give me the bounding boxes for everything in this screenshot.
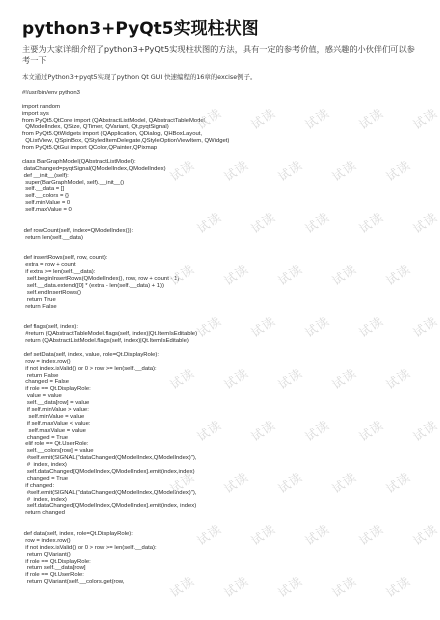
watermark: 试读 bbox=[275, 157, 305, 185]
code-line bbox=[22, 242, 422, 249]
watermark: 试读 bbox=[221, 365, 251, 393]
watermark: 试读 bbox=[167, 469, 197, 497]
article-summary: 主要为大家详细介绍了python3+PyQt5实现柱状图的方法，具有一定的参考价值，感兴趣的小伙伴们可以参考一下 bbox=[22, 44, 415, 65]
watermark: 试读 bbox=[194, 313, 224, 341]
code-line: row = index.row() bbox=[22, 358, 71, 365]
watermark: 试读 bbox=[410, 105, 440, 133]
code-line: from PyQt5.QtCore import (QAbstractListModel, QAbstractTableModel, bbox=[22, 117, 207, 124]
code-line: if role == Qt.DisplayRole: bbox=[22, 386, 91, 393]
code-line: return changed bbox=[22, 510, 65, 517]
code-line: row = index.row() bbox=[22, 537, 71, 544]
code-line: return QVariant(self.__colors.get(row, bbox=[22, 579, 125, 586]
code-line: extra = row + count bbox=[22, 262, 76, 269]
code-line: return QVariant() bbox=[22, 551, 71, 558]
watermark: 试读 bbox=[410, 417, 440, 445]
code-line: value = value bbox=[22, 393, 62, 400]
watermark: 试读 bbox=[167, 157, 197, 185]
code-line: if role == Qt.UserRole: bbox=[22, 572, 84, 579]
code-line: changed = True bbox=[22, 475, 69, 482]
watermark: 试读 bbox=[302, 105, 332, 133]
watermark: 试读 bbox=[356, 417, 386, 445]
code-line: elif role == Qt.UserRole: bbox=[22, 441, 89, 448]
code-line bbox=[22, 524, 422, 531]
code-line: def flags(self, index): bbox=[22, 324, 78, 331]
watermark: 试读 bbox=[194, 209, 224, 237]
code-line: from PyQt5.QtGui import QColor,QPainter,QPixmap bbox=[22, 145, 158, 152]
code-line: self.maxValue = 0 bbox=[22, 207, 72, 214]
watermark: 试读 bbox=[275, 365, 305, 393]
code-line: self.dataChanged[QModelIndex,QModelIndex].emit(index,index) bbox=[22, 468, 195, 475]
code-line: return False bbox=[22, 372, 59, 379]
code-line: def rowCount(self, index=QModelIndex()): bbox=[22, 227, 134, 234]
code-line: if changed: bbox=[22, 482, 55, 489]
watermark: 试读 bbox=[329, 157, 359, 185]
code-line: return self.__data[row] bbox=[22, 565, 86, 572]
code-line: def insertRows(self, row, count): bbox=[22, 255, 108, 262]
watermark: 试读 bbox=[194, 417, 224, 445]
article-lead: 本文通过Python3+pyqt5实现了python Qt GUI 快速编程的16章的excise例子。 bbox=[22, 73, 257, 81]
watermark: 试读 bbox=[302, 521, 332, 549]
watermark: 试读 bbox=[356, 105, 386, 133]
code-line: self.minValue = 0 bbox=[22, 200, 71, 207]
code-line: dataChanged=pyqtSignal(QModelIndex,QModelIndex) bbox=[22, 165, 166, 172]
code-line: def setData(self, index, value, role=Qt.DisplayRole): bbox=[22, 351, 160, 358]
watermark: 试读 bbox=[248, 105, 278, 133]
watermark: 试读 bbox=[383, 365, 413, 393]
watermark: 试读 bbox=[410, 521, 440, 549]
code-line bbox=[22, 97, 422, 104]
code-line: if not index.isValid() or 0 > row >= len(self.__data): bbox=[22, 544, 157, 551]
code-line: #self.emit(SIGNAL("dataChanged(QModelIndex,QModelIndex)"), bbox=[22, 455, 197, 462]
watermark: 试读 bbox=[356, 521, 386, 549]
code-line: # index, index) bbox=[22, 496, 67, 503]
watermark: 试读 bbox=[383, 573, 413, 601]
code-line: import sys bbox=[22, 110, 49, 117]
code-line: changed = False bbox=[22, 379, 69, 386]
code-line: return False bbox=[22, 303, 57, 310]
code-line: #return (QAbstractTableModel.flags(self, index)|Qt.ItemIsEditable) bbox=[22, 331, 198, 338]
article-title: python3+PyQt5实现柱状图 bbox=[22, 19, 259, 39]
code-line: if self.minValue > value: bbox=[22, 406, 89, 413]
watermark: 试读 bbox=[410, 313, 440, 341]
watermark: 试读 bbox=[329, 469, 359, 497]
code-line bbox=[22, 214, 422, 221]
code-line: if self.maxValue < value: bbox=[22, 420, 91, 427]
code-line: QListView, QSpinBox, QStyledItemDelegate,QStyleOptionViewItem, QWidget) bbox=[22, 138, 230, 145]
code-line: #self.emit(SIGNAL("dataChanged(QModelIndex,QModelIndex)"), bbox=[22, 489, 197, 496]
code-line: def data(self, index, role=Qt.DisplayRole): bbox=[22, 531, 133, 537]
code-line bbox=[22, 517, 422, 524]
watermark: 试读 bbox=[302, 209, 332, 237]
watermark: 试读 bbox=[329, 365, 359, 393]
code-line bbox=[22, 152, 422, 159]
watermark: 试读 bbox=[383, 469, 413, 497]
watermark: 试读 bbox=[167, 365, 197, 393]
watermark: 试读 bbox=[248, 417, 278, 445]
watermark: 试读 bbox=[194, 521, 224, 549]
code-line: if role == Qt.DisplayRole: bbox=[22, 558, 91, 565]
watermark: 试读 bbox=[329, 573, 359, 601]
watermark: 试读 bbox=[248, 209, 278, 237]
watermark: 试读 bbox=[167, 573, 197, 601]
watermark: 试读 bbox=[221, 261, 251, 289]
code-line: self.__colors[row] = value bbox=[22, 448, 94, 455]
watermark: 试读 bbox=[275, 261, 305, 289]
code-line: super(BarGraphModel, self).__init__() bbox=[22, 179, 125, 186]
watermark: 试读 bbox=[329, 261, 359, 289]
watermark: 试读 bbox=[221, 157, 251, 185]
code-line: def __init__(self): bbox=[22, 172, 69, 179]
code-line bbox=[22, 345, 422, 352]
code-line: self.__data[row] = value bbox=[22, 400, 90, 407]
watermark: 试读 bbox=[275, 469, 305, 497]
code-line: from PyQt5.QtWidgets import (QApplication, QDialog, QHBoxLayout, bbox=[22, 131, 203, 138]
code-line: self.__data.extend([0] * (extra - len(self.__data) + 1)) bbox=[22, 282, 164, 289]
watermark: 试读 bbox=[302, 313, 332, 341]
code-line: self.dataChanged[QModelIndex,QModelIndex].emit(index, index) bbox=[22, 503, 197, 510]
watermark: 试读 bbox=[356, 313, 386, 341]
watermark: 试读 bbox=[410, 209, 440, 237]
code-line: self.minValue = value bbox=[22, 413, 85, 420]
code-line: self.__data = [] bbox=[22, 186, 65, 193]
code-line: # index, index) bbox=[22, 462, 67, 469]
watermark: 试读 bbox=[275, 573, 305, 601]
code-line: import random bbox=[22, 103, 60, 110]
watermark: 试读 bbox=[221, 573, 251, 601]
code-line: self.maxValue = value bbox=[22, 427, 86, 434]
watermark: 试读 bbox=[248, 521, 278, 549]
code-line: self.__colors = {} bbox=[22, 193, 69, 200]
code-line: return (QAbstractListModel.flags(self, index)|Qt.ItemIsEditable) bbox=[22, 338, 189, 345]
code-line: changed = True bbox=[22, 434, 69, 441]
code-line: self.beginInsertRows(QModelIndex(), row, row + count - 1) bbox=[22, 276, 180, 283]
code-line: QModelIndex, QSize, QTimer, QVariant, Qt,pyqtSignal) bbox=[22, 124, 169, 131]
code-line: if not index.isValid() or 0 > row >= len(self.__data): bbox=[22, 365, 157, 372]
watermark: 试读 bbox=[167, 261, 197, 289]
watermark: 试读 bbox=[356, 209, 386, 237]
code-line: return len(self.__data) bbox=[22, 234, 83, 241]
watermark: 试读 bbox=[302, 417, 332, 445]
code-line bbox=[22, 248, 422, 255]
code-line bbox=[22, 311, 422, 318]
code-line: #!/usr/bin/env python3 bbox=[22, 90, 80, 96]
code-line bbox=[22, 317, 422, 324]
watermark: 试读 bbox=[383, 261, 413, 289]
code-line: class BarGraphModel(QAbstractListModel): bbox=[22, 158, 136, 165]
code-line: if extra >= len(self.__data): bbox=[22, 269, 96, 276]
watermark: 试读 bbox=[248, 313, 278, 341]
watermark: 试读 bbox=[194, 105, 224, 133]
code-line: self.endInsertRows() bbox=[22, 289, 81, 296]
code-line bbox=[22, 221, 422, 228]
watermark: 试读 bbox=[221, 469, 251, 497]
code-block bbox=[22, 90, 422, 586]
watermark: 试读 bbox=[383, 157, 413, 185]
code-line: return True bbox=[22, 296, 56, 303]
